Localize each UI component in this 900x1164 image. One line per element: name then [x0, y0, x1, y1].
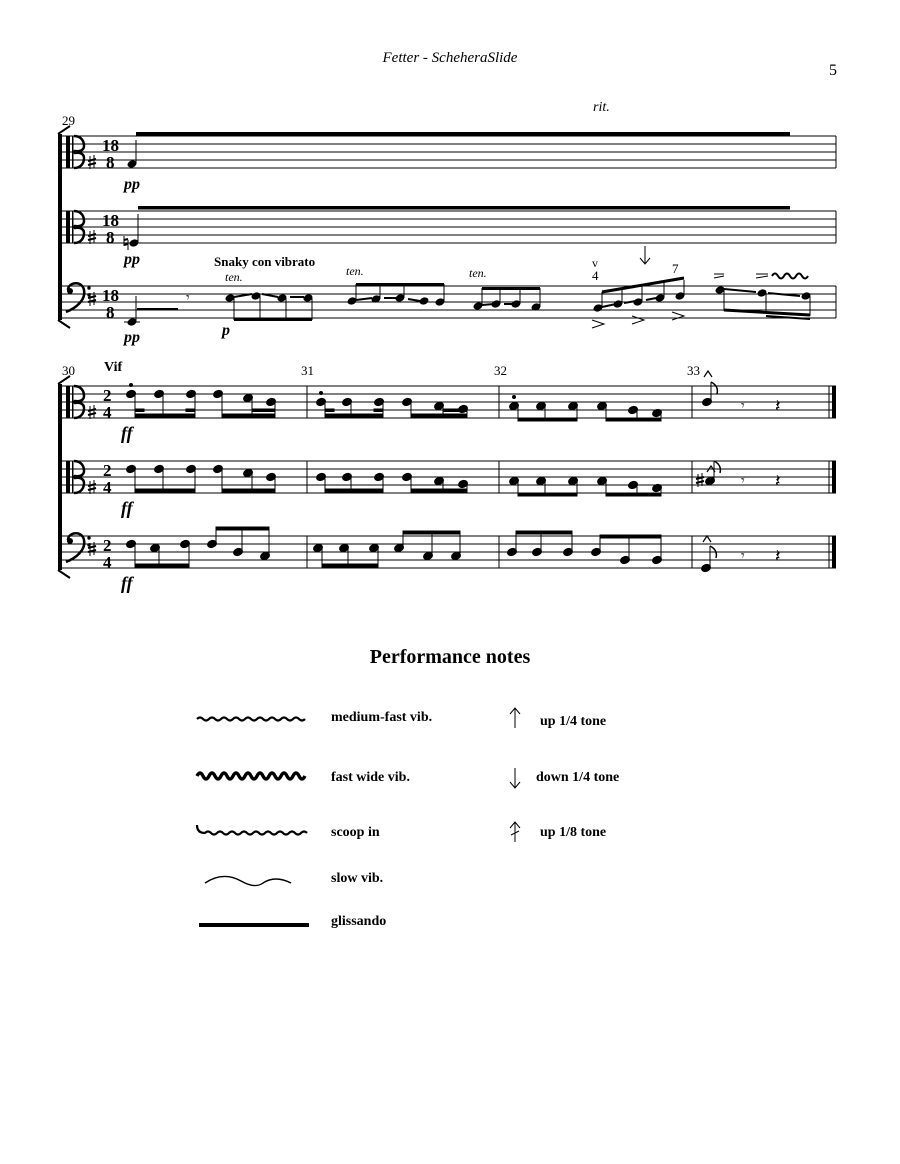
legend-label: medium-fast vib. [331, 710, 433, 725]
svg-text:𝄽: 𝄽 [775, 546, 781, 566]
measure-notes [126, 461, 781, 496]
expression-text: Snaky con vibrato [214, 254, 316, 269]
score-header-title: Fetter - ScheheraSlide [382, 50, 518, 66]
sharp-icon [88, 230, 96, 244]
measure-number: 30 [62, 363, 75, 378]
rit-marking: rit. [593, 100, 610, 115]
note-group [714, 274, 811, 320]
tenuto-text: ten. [346, 264, 364, 278]
glissando-line [136, 132, 790, 136]
measure-number: 29 [62, 113, 75, 128]
svg-text:𝄾: 𝄾 [741, 399, 745, 414]
slow-vibrato-curve [205, 876, 291, 885]
system-1 [58, 100, 836, 346]
scoop-in-line [197, 825, 307, 835]
tenuto-text: ten. [469, 266, 487, 280]
legend-label: fast wide vib. [331, 770, 410, 785]
staff-3-lines [62, 536, 836, 568]
final-barline [832, 386, 836, 418]
svg-text:𝄽: 𝄽 [775, 471, 781, 491]
svg-text:𝄾: 𝄾 [741, 474, 745, 489]
measure-number: 31 [301, 363, 314, 378]
legend-label: slow vib. [331, 871, 384, 886]
performance-notes-title: Performance notes [369, 646, 531, 668]
arrow-up-eighth-icon [510, 822, 520, 842]
time-sig-top: 18 [102, 136, 119, 155]
staff-1-lines [62, 386, 836, 418]
tempo-marking: Vif [104, 360, 123, 375]
arrow-up-icon [510, 708, 520, 728]
bass-clef-icon [66, 283, 91, 312]
glissando-line [199, 923, 309, 927]
note-group [225, 291, 314, 321]
up-bow-marking: v [592, 256, 598, 270]
legend-icons [197, 708, 520, 927]
legend-label: glissando [331, 914, 387, 929]
arrow-down-icon [510, 768, 520, 788]
dynamic-marking: p [222, 322, 230, 339]
eighth-rest-icon: 𝄾 [186, 291, 190, 306]
staff-2-lines [62, 211, 836, 243]
note-group [473, 287, 542, 312]
time-sig-bottom: 8 [106, 228, 115, 247]
sharp-icon [88, 405, 96, 419]
note-group [347, 283, 446, 307]
legend-label: down 1/4 tone [536, 770, 620, 785]
dynamic-marking: ff [121, 423, 133, 443]
tuplet-number: 7 [672, 261, 679, 276]
dynamic-marking: pp [124, 251, 140, 268]
dynamic-marking: pp [124, 329, 140, 346]
fingering-number: 4 [592, 268, 599, 283]
dynamic-marking: pp [124, 176, 140, 193]
measure-number: 32 [494, 363, 507, 378]
sharp-icon [88, 480, 96, 494]
time-sig-bottom: 4 [103, 403, 112, 422]
time-sig-bottom: 4 [103, 553, 112, 572]
sharp-icon [88, 155, 96, 169]
legend-label: up 1/4 tone [540, 714, 607, 729]
time-sig-top: 2 [103, 386, 112, 405]
svg-text:𝄽: 𝄽 [775, 396, 781, 416]
measure-notes [126, 371, 781, 421]
fast-wide-vibrato-line [197, 773, 305, 779]
page-number: 5 [829, 62, 837, 79]
time-sig-top: 18 [102, 211, 119, 230]
system-2 [58, 360, 836, 593]
time-sig-top: 2 [103, 461, 112, 480]
time-sig-bottom: 8 [106, 303, 115, 322]
measure-notes [126, 527, 781, 573]
legend-label: scoop in [331, 825, 380, 840]
bass-clef-icon [66, 533, 91, 562]
time-sig-top: 18 [102, 286, 119, 305]
final-barline [832, 536, 836, 568]
svg-text:𝄾: 𝄾 [741, 549, 745, 564]
arrow-down-icon [640, 246, 650, 264]
final-barline [832, 461, 836, 493]
legend-label: up 1/8 tone [540, 825, 607, 840]
time-sig-top: 2 [103, 536, 112, 555]
staff-1-lines [62, 136, 836, 168]
glissando-line [138, 206, 790, 210]
tenuto-text: ten. [225, 270, 243, 284]
dynamic-marking: ff [121, 573, 133, 593]
dynamic-marking: ff [121, 498, 133, 518]
time-sig-bottom: 8 [106, 153, 115, 172]
fast-wide-vibrato-line [772, 274, 808, 279]
time-sig-bottom: 4 [103, 478, 112, 497]
measure-number: 33 [687, 363, 700, 378]
medium-fast-vibrato-line [197, 718, 305, 721]
